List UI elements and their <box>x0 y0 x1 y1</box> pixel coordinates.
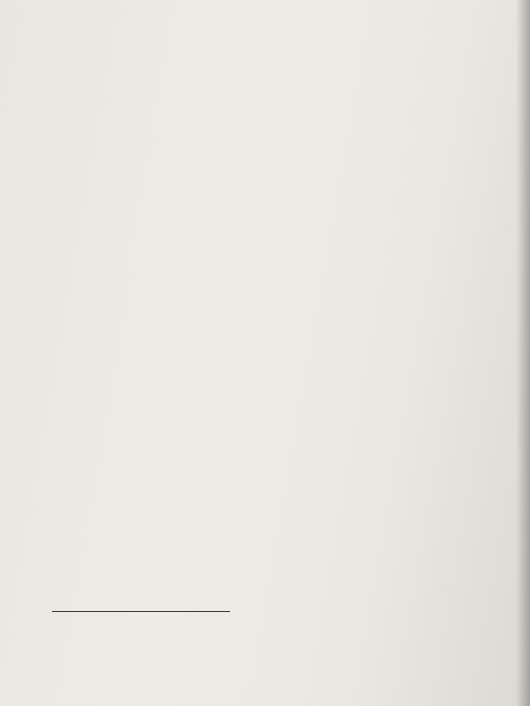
footnote-rule <box>52 611 230 612</box>
page-shadow <box>516 0 530 706</box>
